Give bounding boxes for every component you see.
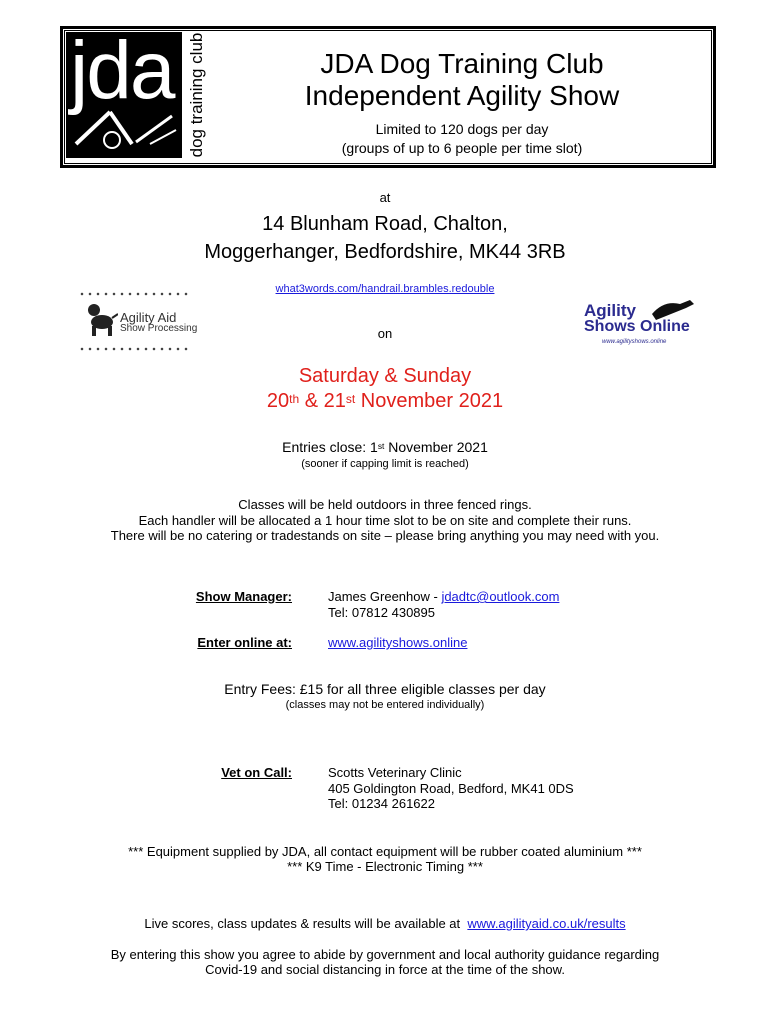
address-line1: 14 Blunham Road, Chalton, (262, 213, 508, 235)
jumping-dog-icon (650, 298, 696, 320)
show-dates: 20th & 21st November 2021 (266, 390, 504, 412)
entries-note: (sooner if capping limit is reached) (301, 458, 469, 470)
logo-side-panel (182, 32, 212, 158)
aso-logo-url: www.agilityshows.online (602, 339, 667, 345)
agility-aid-name: Agility Aid (120, 310, 177, 325)
covid-line2: Covid-19 and social distancing in force at the time of the show. (205, 962, 565, 977)
dog-silhouette-icon (84, 302, 118, 338)
aso-logo-line1: Agility (584, 301, 636, 320)
agility-aid-tagline: Show Processing (120, 323, 198, 334)
address-line2: Moggerhanger, Bedfordshire, MK44 3RB (204, 241, 566, 263)
aso-logo-line2: Shows Online (584, 318, 690, 335)
agility-aid-dots-bottom (78, 347, 192, 351)
enter-online-label: Enter online at: (197, 635, 292, 650)
live-scores-text: Live scores, class updates & results will be available at www.agilityaid.co.uk/results (144, 916, 626, 931)
show-manager-tel: Tel: 07812 430895 (328, 605, 435, 620)
manager-email-link[interactable]: jdadtc@outlook.com (441, 589, 560, 604)
entries-close: Entries close: 1st November 2021 (282, 439, 488, 455)
info-line2: Each handler will be allocated a 1 hour time slot to be on site and complete their runs. (138, 513, 632, 528)
agility-equipment-icon (72, 104, 180, 152)
group-limit-text: (groups of up to 6 people per time slot) (341, 140, 583, 156)
info-line1: Classes will be held outdoors in three fenced rings. (238, 497, 532, 512)
entry-fees-note: (classes may not be entered individually) (285, 699, 485, 711)
agility-aid-dots-top (78, 292, 192, 296)
equipment-line2: *** K9 Time - Electronic Timing *** (287, 859, 483, 874)
what3words-link[interactable]: what3words.com/handrail.brambles.redouble (275, 283, 495, 295)
vet-name: Scotts Veterinary Clinic (328, 765, 462, 780)
show-manager-label: Show Manager: (195, 589, 292, 604)
on-label: on (377, 326, 393, 341)
covid-line1: By entering this show you agree to abide by government and local authority guidance regarding (110, 947, 660, 962)
vet-label: Vet on Call: (221, 765, 292, 780)
results-link[interactable]: www.agilityaid.co.uk/results (467, 916, 626, 931)
dog-limit-text: Limited to 120 dogs per day (375, 121, 549, 137)
page-title-line1: JDA Dog Training Club (320, 48, 604, 79)
vet-tel: Tel: 01234 261622 (328, 796, 435, 811)
info-line3: There will be no catering or tradestands on site – please bring anything you may need with you. (110, 528, 660, 543)
enter-online-link[interactable]: www.agilityshows.online (328, 635, 468, 650)
vet-address: 405 Goldington Road, Bedford, MK41 0DS (328, 781, 574, 796)
logo-side-text: dog training club (187, 32, 206, 158)
show-manager-name: James Greenhow - jdadtc@outlook.com (328, 589, 560, 604)
at-label: at (379, 190, 391, 205)
jda-logo (66, 32, 212, 158)
show-days: Saturday & Sunday (298, 365, 472, 387)
logo-text: jda (70, 32, 174, 116)
entry-fees: Entry Fees: £15 for all three eligible classes per day (224, 681, 546, 697)
equipment-line1: *** Equipment supplied by JDA, all contact equipment will be rubber coated aluminium *** (128, 844, 642, 859)
page-title-line2: Independent Agility Show (304, 80, 620, 111)
